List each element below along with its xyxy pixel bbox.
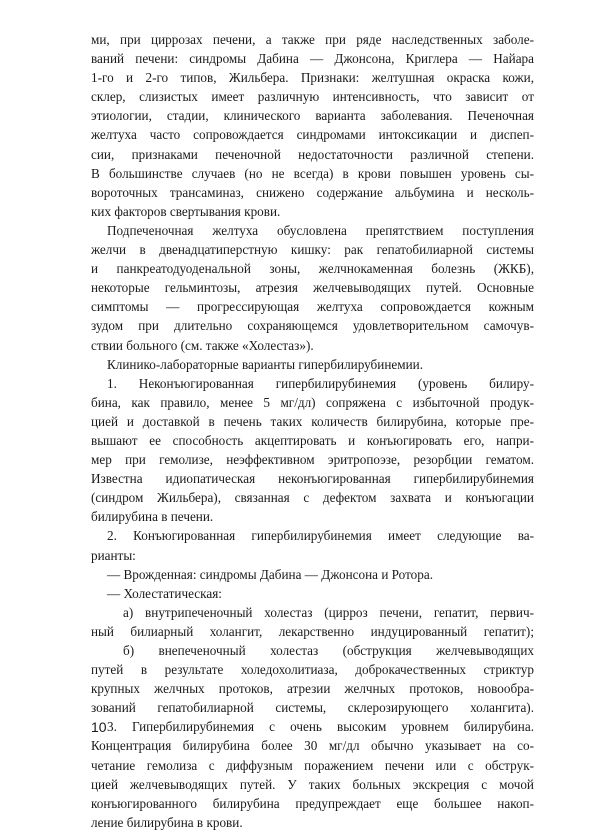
text-line: Подпеченочная желтуха обусловлена препятствием поступления — [107, 222, 534, 238]
text-line: конъюгированного билирубина предупреждает еще большее накоп- — [91, 795, 534, 811]
text-line: зований гепатобилиарной системы, склерозирующего холангита). — [91, 700, 534, 716]
text-line: 3. Гипербилирубинемия с очень высоким уровнем билирубина. — [107, 719, 534, 735]
text-line: сии, признаками печеночной недостаточности различной степени. — [91, 146, 534, 162]
text-line: симптомы — прогрессирующая желтуха сопровождается кожным — [91, 299, 534, 315]
text-line: Клинико-лабораторные варианты гипербилирубинемии. — [107, 356, 423, 372]
text-line: желчи в двенадцатиперстную кишку: рак гепатобилиарной системы — [91, 242, 534, 258]
text-line: 1-го и 2-го типов, Жильбера. Признаки: желтушная окраска кожи, — [91, 70, 534, 86]
text-line: четание гемолиза с диффузным поражением печени или с обструк- — [91, 757, 534, 773]
text-line: цией и доставкой в печень таких количеств билирубина, которые пре- — [91, 413, 534, 429]
text-line: Концентрация билирубина более 30 мг/дл обычно указывает на со- — [91, 738, 534, 754]
text-line: этиологии, стадии, клинического варианта заболевания. Печеночная — [91, 108, 534, 124]
text-line: ствии больного (см. также «Холестаз»). — [91, 337, 314, 353]
text-line: 2. Конъюгированная гипербилирубинемия имеет следующие ва- — [107, 528, 534, 544]
text-line: — Врожденная: синдромы Дабина — Джонсона и Ротора. — [107, 566, 434, 582]
body-text — [91, 30, 534, 832]
text-line: а) внутрипеченочный холестаз (цирроз печени, гепатит, первич- — [123, 604, 534, 620]
text-line: Известна идиопатическая неконъюгированная гипербилирубинемия — [91, 471, 534, 487]
text-line: ми, при циррозах печени, а также при ряде наследственных заболе- — [91, 32, 534, 47]
text-line: крупных желчных протоков, атрезии желчных протоков, новообра- — [91, 681, 534, 697]
text-line: В большинстве случаев (но не всегда) в крови повышен уровень сы- — [91, 165, 534, 181]
text-line: (синдром Жильбера), связанная с дефектом захвата и конъюгации — [91, 490, 534, 506]
text-line: ких факторов свертывания крови. — [91, 203, 281, 219]
text-line: ный билиарный холангит, лекарственно индуцированный гепатит); — [91, 623, 534, 639]
text-line: зудом при длительно сохраняющемся удовлетворительном самочув- — [91, 318, 534, 334]
text-line: вышают ее способность акцептировать и конъюгировать его, напри- — [91, 432, 534, 448]
text-line: мер при гемолизе, неэффективном эритропоэзе, резорбции гематом. — [91, 452, 534, 468]
text-line: желтуха часто сопровождается синдромами интоксикации и диспеп- — [91, 127, 534, 143]
text-line: ление билирубина в крови. — [91, 814, 243, 830]
text-line: вороточных трансаминаз, снижено содержание альбумина и несколь- — [91, 184, 534, 200]
text-line: б) внепеченочный холестаз (обструкция желчевыводящих — [123, 643, 534, 658]
text-line: путей в результате холедохолитиаза, доброкачественных стриктур — [91, 662, 534, 678]
text-line: склер, слизистых имеет различную интенсивность, что зависит от — [91, 89, 534, 105]
text-line: цией желчевыводящих путей. У таких больных экскреция с мочой — [91, 776, 534, 792]
text-line: ваний печени: синдромы Дабина — Джонсона, Криглера — Найара — [91, 51, 534, 67]
page-number: 10 — [91, 719, 107, 735]
text-line: билирубина в печени. — [91, 509, 214, 525]
text-line: и панкреатодуоденальной зоны, желчнокаменная болезнь (ЖКБ), — [91, 261, 534, 277]
text-line: некоторые гельминтозы, атрезия желчевыводящих путей. Основные — [91, 280, 534, 296]
text-line: бина, как правило, менее 5 мг/дл) сопряжена с избыточной продук- — [91, 394, 534, 410]
text-line: — Холестатическая: — [107, 585, 222, 601]
text-line: 1. Неконъюгированная гипербилирубинемия (уровень билиру- — [107, 375, 534, 391]
text-line: рианты: — [91, 547, 136, 563]
